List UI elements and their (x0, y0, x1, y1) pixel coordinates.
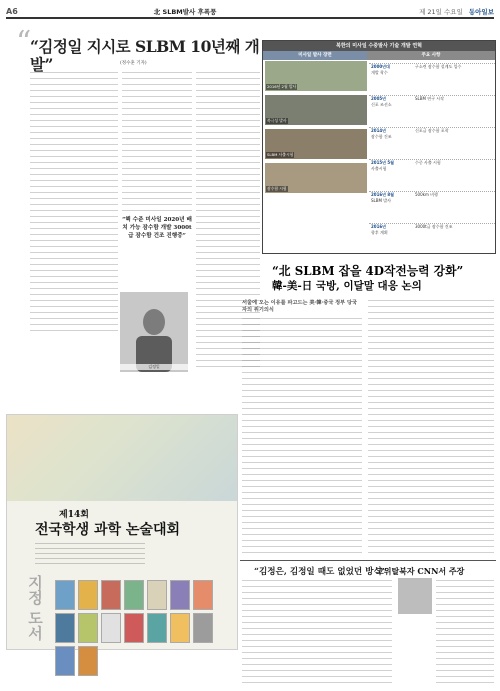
book-cover[interactable] (78, 613, 98, 643)
pull-quote: “핵 수준 미사일 2020년 배치 가능 잠수함 개발 3000t급 잠수함 건조 진행중” (122, 217, 192, 239)
lead-byline: (정수훈 기자) (120, 61, 147, 66)
photo-caption: 김정일 (120, 364, 188, 370)
portrait-icon (130, 302, 178, 372)
graphic-thumbs (265, 61, 367, 197)
graphic-thumb: 2016년 2월 발사 (265, 61, 367, 91)
section-title: 北 SLBM발사 후폭풍 (153, 8, 217, 16)
graphic-title: 북한의 미사일 수중발사 기술 개발 연혁 (263, 41, 495, 51)
book-cover[interactable] (193, 613, 213, 643)
book-cover[interactable] (101, 580, 121, 610)
book-cover[interactable] (124, 613, 144, 643)
photo-defector (398, 578, 432, 614)
timeline-row: 2016년 8월 SLBM 발사 500km 비행 (369, 191, 495, 223)
story-column-7 (436, 580, 494, 684)
book-cover[interactable] (170, 580, 190, 610)
ad-info-text (35, 543, 145, 567)
graphic-col-left-head: 미사일 발사 장면 (263, 51, 367, 60)
timeline-row: 2000년대 개발 착수 구소련 잠수함 설계도 입수 (369, 63, 495, 95)
book-cover[interactable] (55, 580, 75, 610)
secondary-headline: “北 SLBM 잡을 4D작전능력 강화” 韓-美-日 국방, 이달말 대응 논의 (272, 264, 464, 292)
book-cover[interactable] (147, 613, 167, 643)
advertisement[interactable] (6, 414, 238, 650)
ad-contest-number: 제14회 (59, 510, 89, 520)
story-column-6 (242, 580, 392, 684)
book-cover[interactable] (55, 646, 75, 676)
photo-kim-jong-il (120, 292, 188, 372)
ad-banner-image (7, 415, 237, 501)
issue-date: 제 21일 수요일 (419, 8, 463, 16)
bottom-headline: “김정은, 김정일 때도 없었던 방식” (254, 567, 387, 577)
column-subtitle: 서울에 오는 이유를 파고드는 美·韓·중국 정부 당국자의 위기의식 (242, 300, 358, 313)
story-column-4 (242, 318, 362, 554)
bottom-headline-sub: 고위탈북자 CNN서 주장 (376, 566, 465, 576)
newspaper-brand[interactable]: 동아일보 (468, 8, 494, 16)
book-cover[interactable] (193, 580, 213, 610)
lead-headline: “김정일 지시로 SLBM 10년째 개발” (30, 37, 260, 74)
timeline-row: 2016년 향후 계획 3000t급 잠수함 건조 (369, 223, 495, 255)
timeline-row: 2014년 잠수함 건조 신포급 잠수함 포착 (369, 127, 495, 159)
story-column-2 (122, 72, 192, 214)
ad-contest-title: 전국학생 과학 논술대회 (35, 522, 180, 538)
timeline-row: 2015년 5월 사출시험 수중 사출 시험 (369, 159, 495, 191)
ad-book-grid (55, 580, 235, 676)
section-divider (240, 560, 496, 561)
masthead (6, 6, 494, 19)
book-cover[interactable] (101, 613, 121, 643)
page-number: A6 (6, 7, 18, 16)
graphic-thumb: 북극성 발사 (265, 95, 367, 125)
story-column-1 (30, 72, 118, 336)
book-cover[interactable] (55, 613, 75, 643)
book-cover[interactable] (78, 580, 98, 610)
story-column-5 (368, 300, 494, 554)
book-cover[interactable] (78, 646, 98, 676)
ad-vertical-text: 지정 도서 (26, 575, 44, 641)
quote-mark: “ (16, 25, 32, 60)
book-cover[interactable] (147, 580, 167, 610)
timeline-graphic (262, 40, 496, 254)
timeline-row: 2005년 신포 조선소 SLBM 연구 시작 (369, 95, 495, 127)
book-cover[interactable] (124, 580, 144, 610)
book-cover[interactable] (170, 613, 190, 643)
graphic-thumb: SLBM 사출시험 (265, 129, 367, 159)
graphic-thumb: 잠수함 시험 (265, 163, 367, 193)
graphic-col-right-head: 주요 사항 (367, 51, 495, 60)
